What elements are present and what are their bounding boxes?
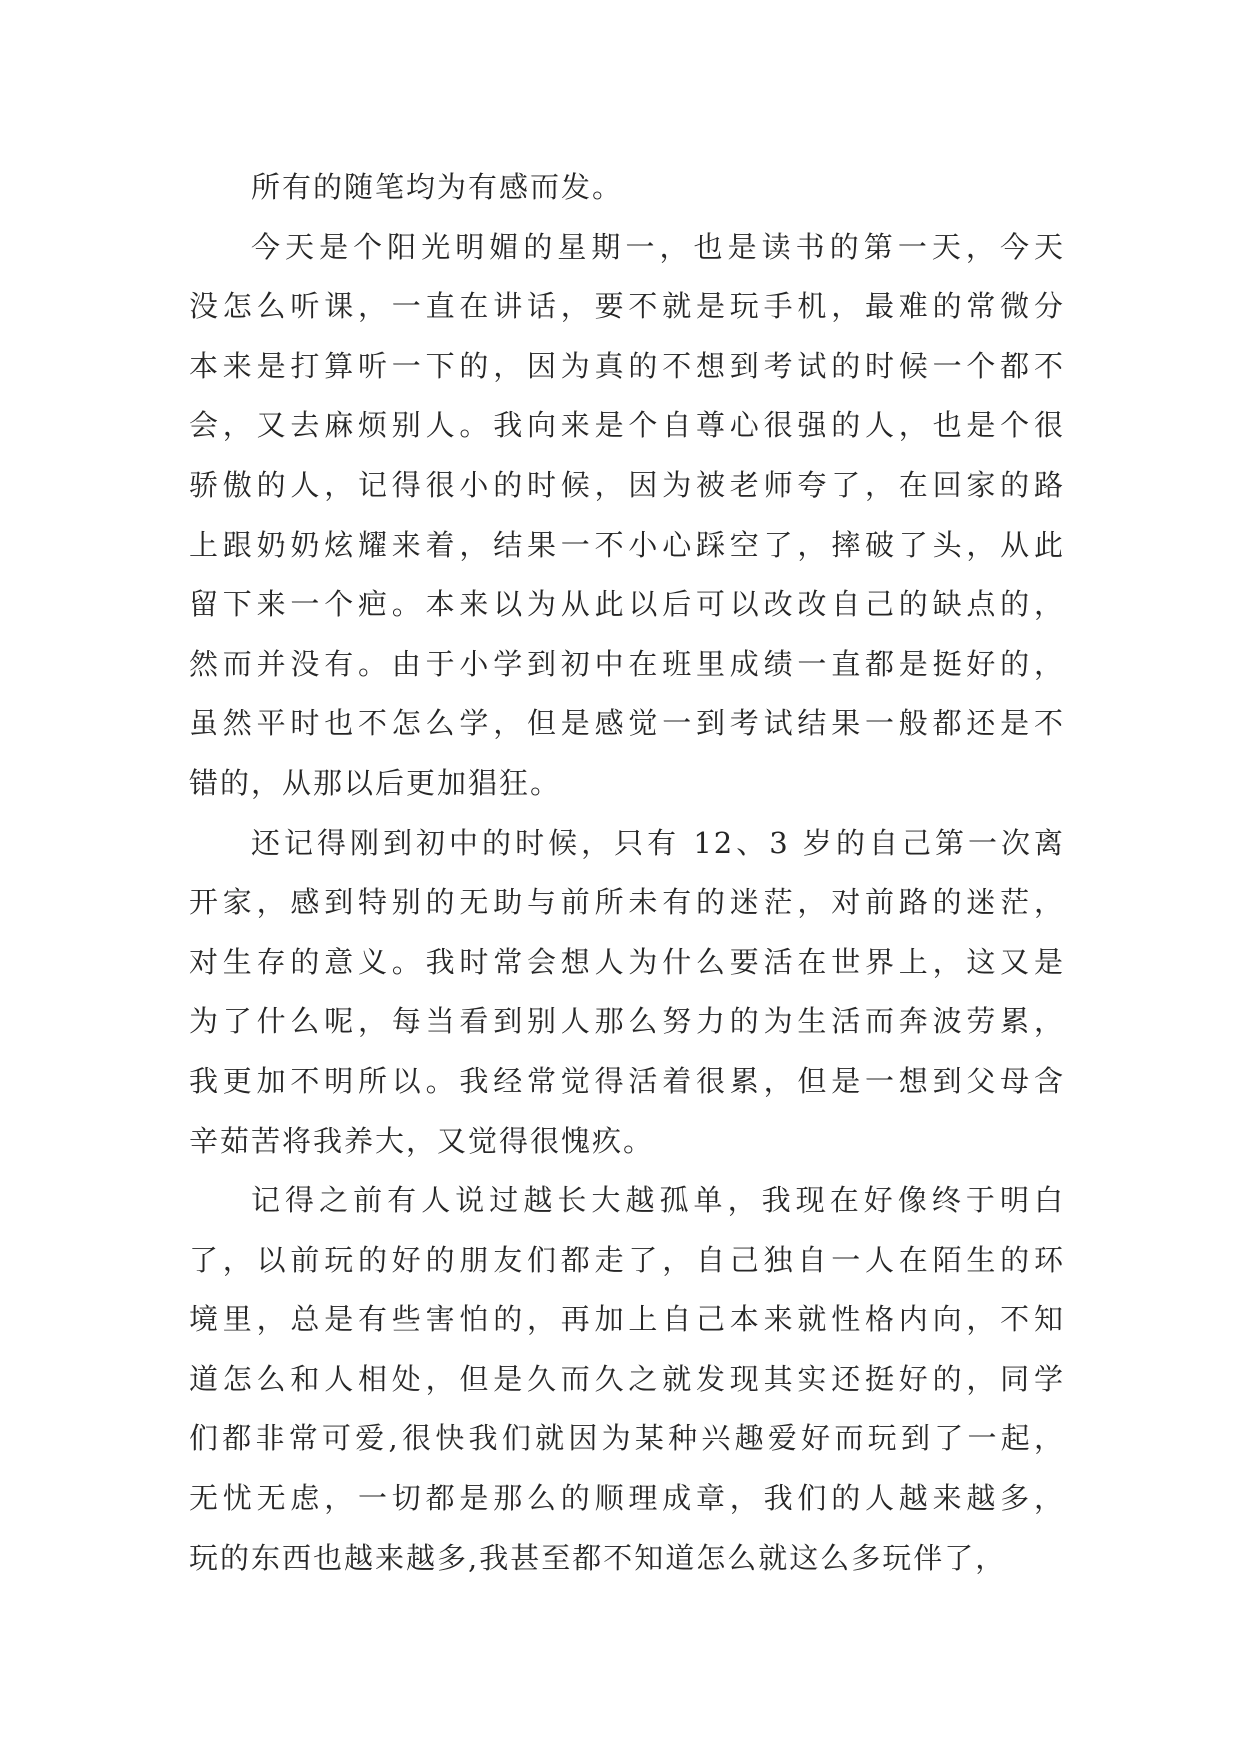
text-line: 会，又去麻烦别人。我向来是个自尊心很强的人，也是个很	[189, 408, 1065, 443]
text-line: 记得之前有人说过越长大越孤单，我现在好像终于明白	[251, 1183, 1065, 1218]
text-line: 玩的东西也越来越多,我甚至都不知道怎么就这么多玩伴了，	[189, 1540, 1007, 1575]
text-line: 错的，从那以后更加猖狂。	[189, 765, 562, 800]
text-line: 没怎么听课，一直在讲话，要不就是玩手机，最难的常微分	[189, 289, 1065, 324]
text-line: 所有的随笔均为有感而发。	[251, 170, 624, 204]
text-line: 我更加不明所以。我经常觉得活着很累，但是一想到父母含	[189, 1063, 1065, 1098]
text-line: 道怎么和人相处，但是久而久之就发现其实还挺好的，同学	[189, 1361, 1065, 1396]
text-line: 上跟奶奶炫耀来着，结果一不小心踩空了，摔破了头，从此	[189, 527, 1065, 562]
text-line: 留下来一个疤。本来以为从此以后可以改改自己的缺点的，	[189, 587, 1065, 622]
text-line: 为了什么呢，每当看到别人那么努力的为生活而奔波劳累，	[189, 1004, 1065, 1039]
text-line: 今天是个阳光明媚的星期一，也是读书的第一天，今天	[251, 229, 1065, 264]
essay-body	[189, 158, 1065, 1588]
text-line: 境里，总是有些害怕的，再加上自己本来就性格内向，不知	[189, 1302, 1065, 1337]
paragraph	[189, 814, 1065, 1172]
text-line: 骄傲的人，记得很小的时候，因为被老师夸了，在回家的路	[189, 467, 1065, 502]
paragraph	[189, 218, 1065, 814]
text-line: 们都非常可爱,很快我们就因为某种兴趣爱好而玩到了一起，	[189, 1421, 1065, 1456]
text-line: 开家，感到特别的无助与前所未有的迷茫，对前路的迷茫，	[189, 885, 1065, 920]
text-line: 了，以前玩的好的朋友们都走了，自己独自一人在陌生的环	[189, 1242, 1065, 1277]
text-line: 还记得刚到初中的时候，只有 12、3 岁的自己第一次离	[251, 825, 1065, 860]
text-line: 本来是打算听一下的，因为真的不想到考试的时候一个都不	[189, 348, 1065, 383]
paragraph	[189, 1171, 1065, 1588]
paragraph	[189, 158, 1065, 218]
text-line: 然而并没有。由于小学到初中在班里成绩一直都是挺好的，	[189, 646, 1065, 681]
text-line: 无忧无虑，一切都是那么的顺理成章，我们的人越来越多，	[189, 1481, 1065, 1516]
text-line: 虽然平时也不怎么学，但是感觉一到考试结果一般都还是不	[189, 706, 1065, 741]
text-line: 对生存的意义。我时常会想人为什么要活在世界上，这又是	[189, 944, 1065, 979]
text-line: 辛茹苦将我养大，又觉得很愧疚。	[189, 1123, 655, 1158]
